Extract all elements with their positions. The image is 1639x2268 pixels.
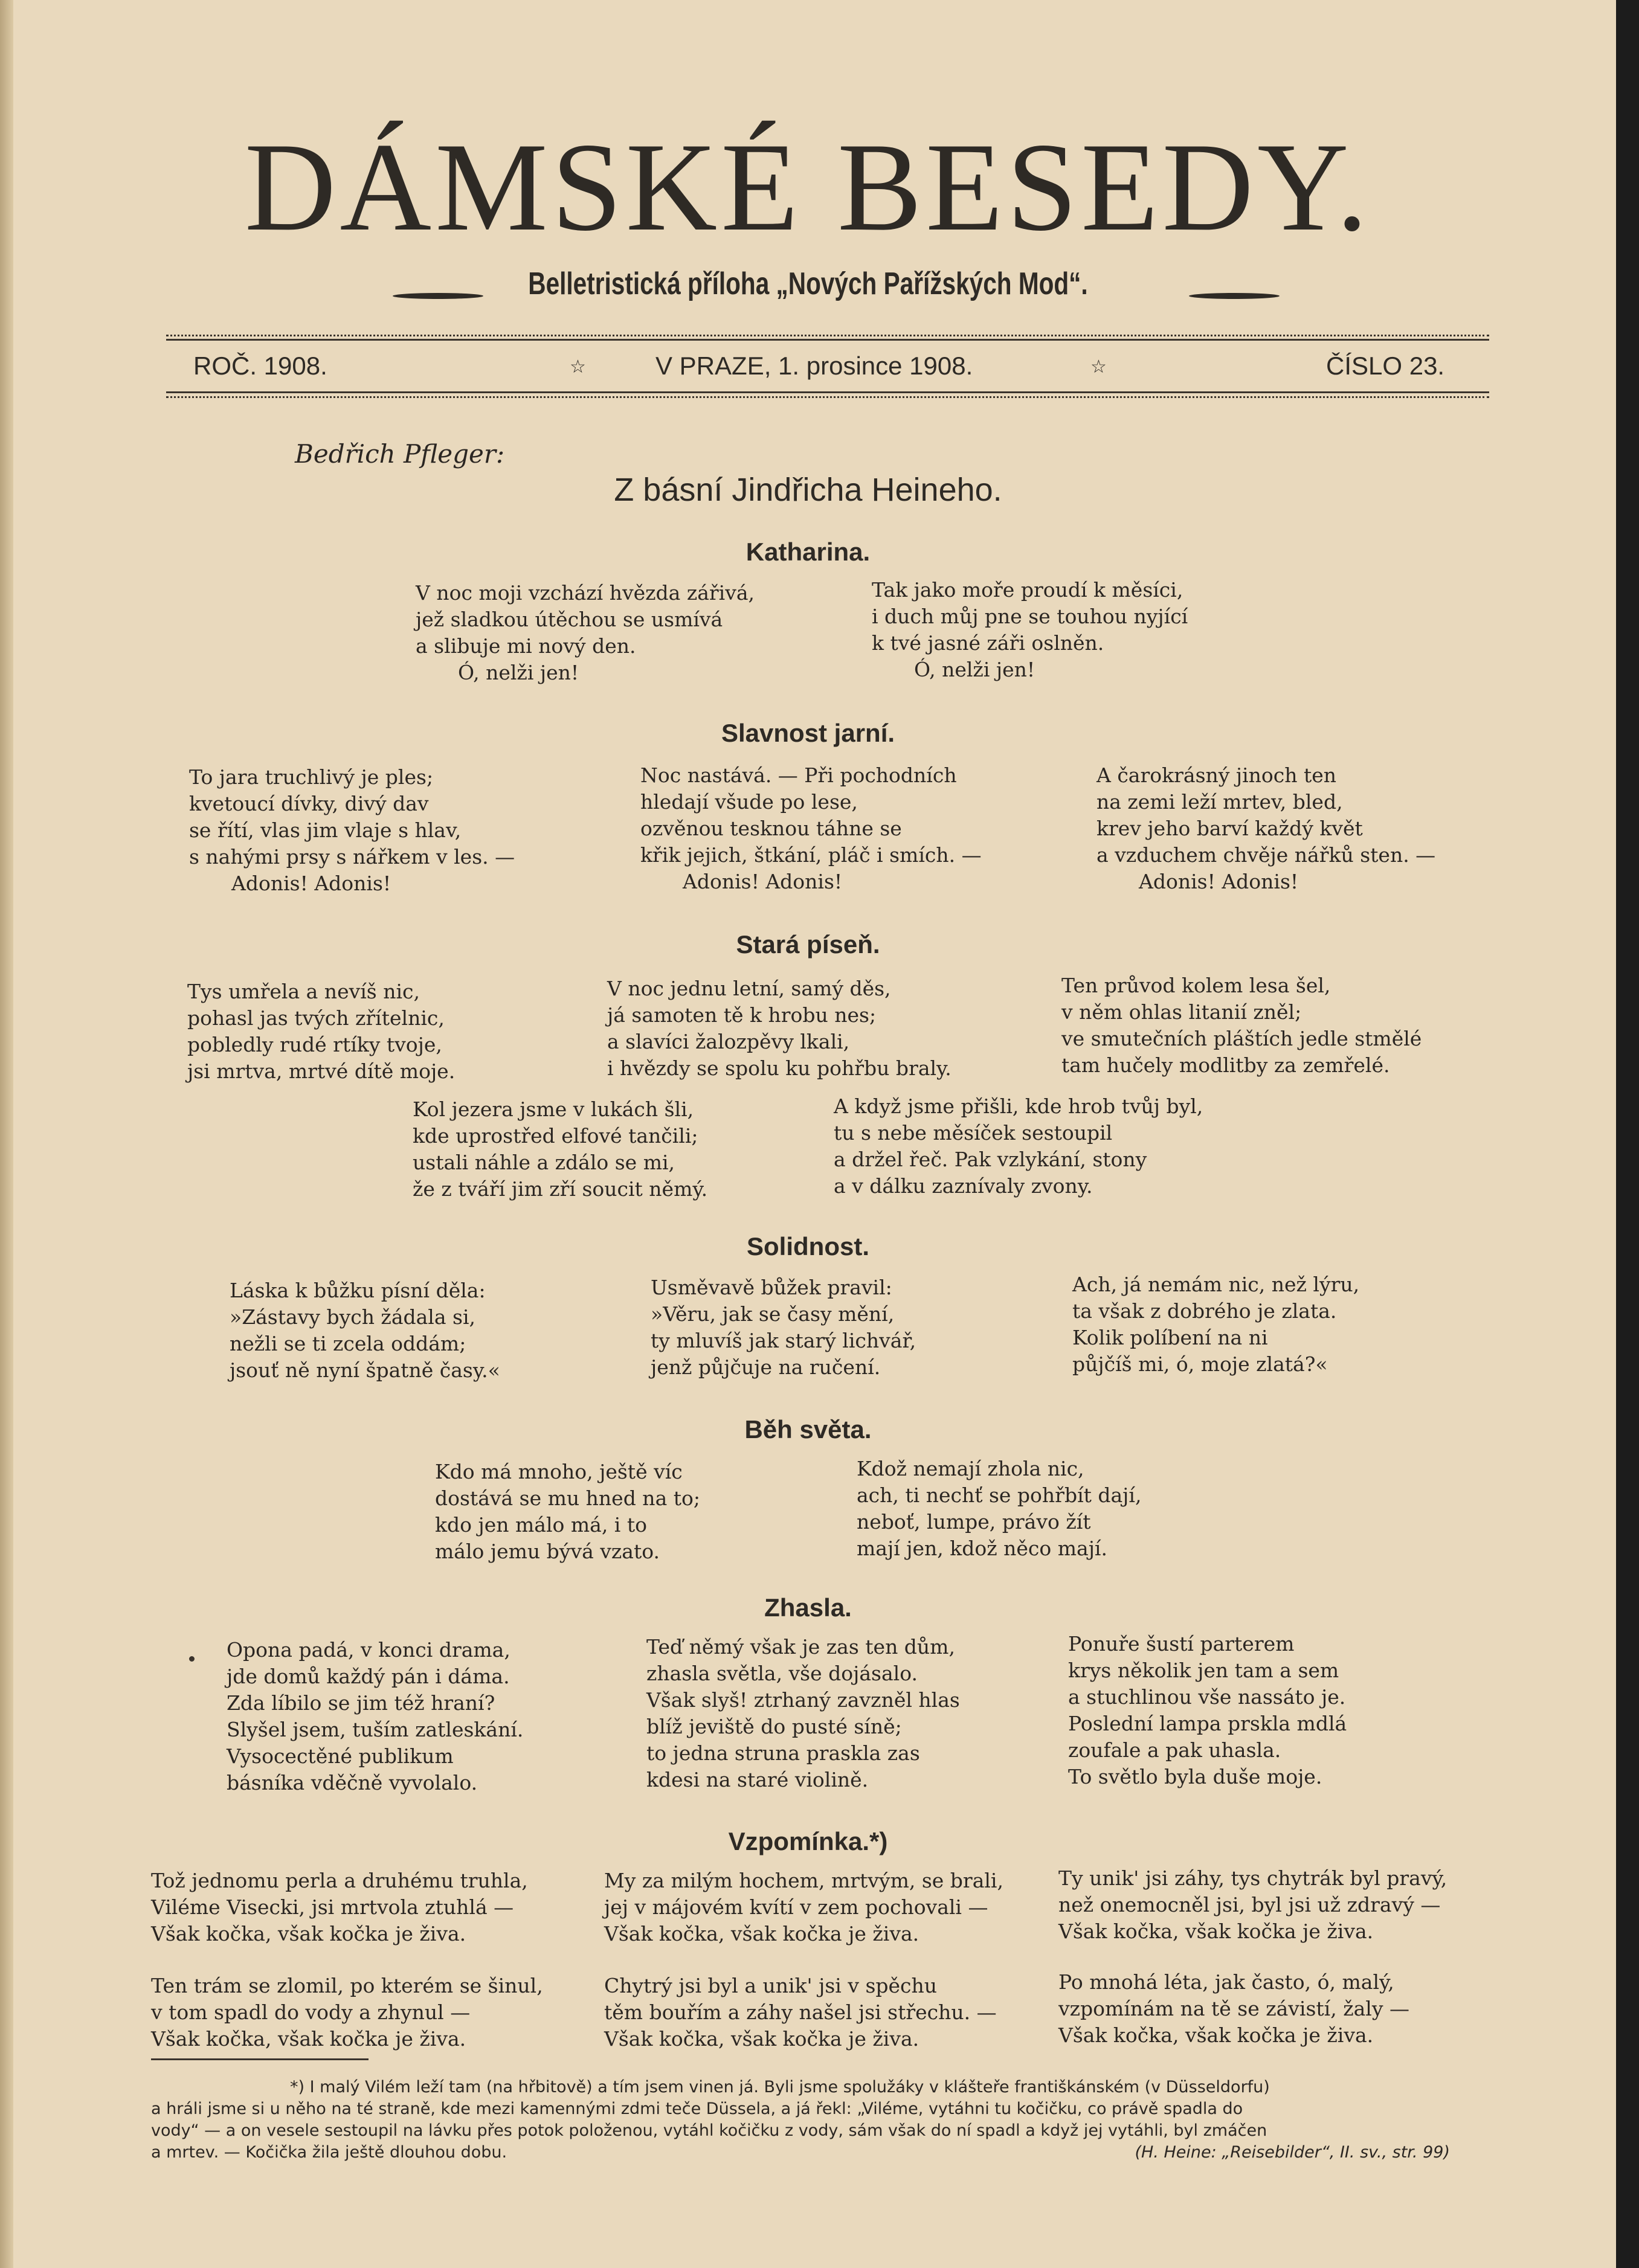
verse-line: hledají všude po lese, [640,790,858,814]
verse-line: Usměvavě bůžek pravil: [651,1276,892,1299]
footnote-line: a mrtev. — Kočička žila ještě dlouhou dobu. [151,2143,507,2162]
verse-line: Však kočka, však kočka je živa. [1058,2023,1374,2047]
verse-line: Opona padá, v konci drama, [227,1638,510,1662]
verse-line: ozvěnou tesknou táhne se [640,817,902,840]
verse-line: V noc jednu letní, samý děs, [607,977,891,1000]
poem-title-vzpominka: Vzpomínka.*) [728,1827,888,1855]
verse-line: Kolik políbení na ni [1072,1326,1268,1349]
verse-line: kde uprostřed elfové tančili; [413,1124,698,1148]
verse-line: tam hučely modlitby za zemřelé. [1061,1053,1390,1077]
stanza [604,1868,1003,1947]
poem-title-stara: Stará píseň. [736,930,880,959]
verse-line: ta však z dobrého je zlata. [1072,1299,1337,1323]
verse-line: v něm ohlas litanií zněl; [1061,1000,1302,1024]
verse-line: A čarokrásný jinoch ten [1096,763,1337,787]
stanza [646,1634,960,1793]
verse-line: A když jsme přišli, kde hrob tvůj byl, [834,1094,1203,1118]
stanza [435,1459,700,1565]
verse-line: křik jejich, štkání, pláč i smích. — [640,843,982,867]
stanza [604,1973,997,2052]
verse-line: s nahými prsy s nářkem v les. — [189,845,515,869]
verse-line: jenž půjčuje na ručení. [651,1355,881,1379]
poem-title-katharina: Katharina. [745,538,871,566]
verse-line: Adonis! Adonis! [231,872,391,895]
dateline-rule-top-solid [166,339,1489,341]
verse-line: a stuchlinou vše nassáto je. [1068,1685,1346,1709]
verse-line: Ty unik' jsi záhy, tys chytrák byl pravý, [1058,1866,1447,1890]
verse-line: a držel řeč. Pak vzlykání, stony [834,1148,1147,1171]
stanza [1072,1271,1359,1378]
verse-line: Však kočka, však kočka je živa. [151,1922,466,1945]
verse-line: kvetoucí dívky, divý dav [189,792,429,815]
swash-right-ornament [1189,293,1280,299]
verse-line: To světlo byla duše moje. [1068,1765,1322,1788]
verse-line: krev jeho barví každý květ [1096,817,1363,840]
verse-line: zoufale a pak uhasla. [1068,1738,1281,1762]
verse-line: Kdo má mnoho, ještě víc [435,1460,683,1483]
bullet-dot [189,1656,195,1662]
verse-line: jsouť ně nyní špatně časy.« [230,1358,500,1382]
verse-line: Po mnohá léta, jak často, ó, malý, [1058,1970,1394,1994]
verse-line: »Zástavy bych žádala si, [230,1305,475,1329]
verse-line: a vzduchem chvěje nářků sten. — [1096,843,1436,867]
verse-line: že z tváří jim zří soucit němý. [413,1177,708,1201]
verse-line: mají jen, kdož něco mají. [857,1537,1107,1560]
stanza [640,762,982,895]
verse-line: Však slyš! ztrhaný zavzněl hlas [646,1688,960,1712]
verse-line: Kdož nemají zhola nic, [857,1457,1084,1480]
verse-line: Chytrý jsi byl a unik' jsi v spěchu [604,1974,938,1997]
verse-line: Ó, nelži jen! [458,661,579,684]
verse-line: Ach, já nemám nic, než lýru, [1072,1273,1360,1296]
poem-title-slavnost: Slavnost jarní. [721,719,895,747]
verse-line: My za milým hochem, mrtvým, se brali, [604,1869,1003,1892]
verse-line: pobledly rudé rtíky tvoje, [187,1033,442,1056]
stanza [607,975,952,1082]
verse-line: Však kočka, však kočka je živa. [604,2027,919,2051]
verse-line: těm bouřím a záhy našel jsi střechu. — [604,2000,997,2024]
verse-line: Kol jezera jsme v lukách šli, [413,1097,694,1121]
stanza [189,764,515,897]
verse-line: kdo jen málo má, i to [435,1513,647,1537]
verse-line: na zemi leží mrtev, bled, [1096,790,1343,814]
verse-line: a v dálku zaznívaly zvony. [834,1174,1093,1198]
footnote-line: *) I malý Vilém leží tam (na hřbitově) a tím jsem vinen já. Byli jsme spolužáky v klášteře františkánském (v Düsseldorfu) [290,2078,1270,2096]
footnote-source: (H. Heine: „Reisebilder“, II. sv., str. 99) [1135,2143,1450,2162]
stanza [413,1096,707,1203]
stanza [651,1274,916,1381]
verse-line: Slyšel jsem, tuším zatleskání. [227,1718,524,1741]
verse-line: a slavíci žalozpěvy lkali, [607,1030,850,1053]
poem-title-solidnost: Solidnost. [747,1232,869,1261]
star-ornament-left: ☆ [570,357,586,377]
verse-line: jež sladkou útěchou se usmívá [416,608,723,631]
poem-title-zhasla: Zhasla. [764,1593,852,1622]
footnote-line: vody“ — a on vesele sestoupil na lávku přes potok položenou, vytáhl kočičku z vody, sám však do ní spadl a když jej vytáhli, byl zmáčen [151,2121,1267,2140]
place-date: V PRAZE, 1. prosince 1908. [655,352,973,380]
verse-line: Poslední lampa prskla mdlá [1068,1712,1347,1735]
verse-line: to jedna struna praskla zas [646,1741,920,1765]
verse-line: Ponuře šustí parterem [1068,1632,1295,1656]
page-binding-edge [0,0,13,2268]
verse-line: kdesi na staré violině. [646,1768,869,1791]
verse-line: Však kočka, však kočka je živa. [151,2027,466,2051]
stanza [230,1277,500,1384]
verse-line: ustali náhle a zdálo se mi, [413,1151,675,1174]
stanza [1061,972,1422,1079]
verse-line: Tak jako moře proudí k měsíci, [872,578,1183,602]
verse-line: jej v májovém kvítí v zem pochovali — [604,1895,988,1919]
verse-line: v tom spadl do vody a zhynul — [151,2000,471,2024]
verse-line: nežli se ti zcela oddám; [230,1332,466,1355]
verse-line: já samoten tě k hrobu nes; [607,1003,877,1027]
verse-line: blíž jeviště do pusté síně; [646,1715,902,1738]
verse-line: To jara truchlivý je ples; [189,765,434,789]
stanza [416,580,755,686]
masthead-title: DÁMSKÉ BESEDY. [244,117,1372,257]
verse-line: půjčíš mi, ó, moje zlatá?« [1072,1352,1328,1376]
scan-dark-edge [1616,0,1639,2268]
stanza [872,577,1188,683]
issue-number: ČÍSLO 23. [1326,352,1445,380]
verse-line: Však kočka, však kočka je živa. [1058,1919,1374,1943]
stanza [1068,1631,1347,1790]
verse-line: Tys umřela a nevíš nic, [187,980,420,1003]
verse-line: Vysocectěné publikum [227,1744,454,1768]
verse-line: Zda líbilo se jim též hraní? [227,1691,495,1715]
verse-line: krys několik jen tam a sem [1068,1659,1339,1682]
verse-line: pohasl jas tvých zřítelnic, [187,1006,445,1030]
verse-line: k tvé jasné záři oslněn. [872,631,1104,655]
verse-line: i hvězdy se spolu ku pohřbu braly. [607,1056,952,1080]
verse-line: vzpomínám na tě se závistí, žaly — [1058,1997,1409,2020]
verse-line: málo jemu bývá vzato. [435,1540,660,1563]
article-author: Bedřich Pfleger: [295,439,505,469]
verse-line: ach, ti nechť se pohřbít dají, [857,1483,1142,1507]
stanza [1096,762,1435,895]
masthead-subtitle: Belletristická příloha „Nových Pařížských Mod“. [528,266,1088,301]
stanza [151,1973,543,2052]
article-title: Z básní Jindřicha Heineho. [614,472,1002,508]
verse-line: Však kočka, však kočka je živa. [604,1922,919,1945]
dateline-rule-bottom [166,391,1489,393]
dateline-rule-bottom-dotted [166,396,1489,398]
verse-line: Teď němý však je zas ten dům, [646,1635,955,1659]
footnote-rule [151,2058,369,2060]
verse-line: »Věru, jak se časy mění, [651,1302,895,1326]
verse-line: a slibuje mi nový den. [416,634,636,658]
verse-line: Ten trám se zlomil, po kterém se šinul, [151,1974,543,1997]
verse-line: tu s nebe měsíček sestoupil [834,1121,1113,1145]
verse-line: i duch můj pne se touhou nyjící [872,605,1188,628]
verse-line: Ten průvod kolem lesa šel, [1061,974,1331,997]
verse-line: dostává se mu hned na to; [435,1486,700,1510]
verse-line: ve smutečních pláštích jedle stmělé [1061,1027,1422,1050]
verse-line: Ó, nelži jen! [914,658,1035,681]
verse-line: zhasla světla, vše dojásalo. [646,1662,918,1685]
verse-line: Noc nastává. — Při pochodních [640,763,957,787]
verse-line: Adonis! Adonis! [1139,870,1299,893]
verse-line: Tož jednomu perla a druhému truhla, [151,1869,528,1892]
verse-line: neboť, lumpe, právo žít [857,1510,1091,1534]
stanza [834,1093,1203,1200]
verse-line: ty mluvíš jak starý lichvář, [651,1329,916,1352]
star-ornament-right: ☆ [1090,357,1107,377]
footnote-line: a hráli jsme si u něho na té straně, kde mezi kamennými zdmi teče Düssela, a já řekl: „Viléme, vytáhni tu kočičku, co právě spadla do [151,2099,1243,2118]
verse-line: jde domů každý pán i dáma. [227,1665,510,1688]
stanza [857,1456,1141,1562]
stanza [187,978,455,1085]
verse-line: Láska k bůžku písní děla: [230,1279,486,1302]
footnote [151,2077,1474,2164]
stanza [1058,1865,1447,1945]
verse-line: básníka vděčně vyvolalo. [227,1771,478,1794]
dateline-rule-top [166,335,1489,336]
verse-line: se řítí, vlas jim vlaje s hlav, [189,818,462,842]
volume-label: ROČ. 1908. [193,352,327,380]
stanza [227,1637,523,1796]
verse-line: než onemocněl jsi, byl jsi už zdravý — [1058,1893,1441,1916]
stanza [1058,1969,1409,2049]
verse-line: Viléme Visecki, jsi mrtvola ztuhlá — [151,1895,514,1919]
verse-line: jsi mrtva, mrtvé dítě moje. [187,1059,456,1083]
verse-line: V noc moji vzchází hvězda zářivá, [416,581,755,605]
verse-line: Adonis! Adonis! [683,870,843,893]
stanza [151,1868,528,1947]
poem-title-beh: Běh světa. [744,1415,872,1444]
